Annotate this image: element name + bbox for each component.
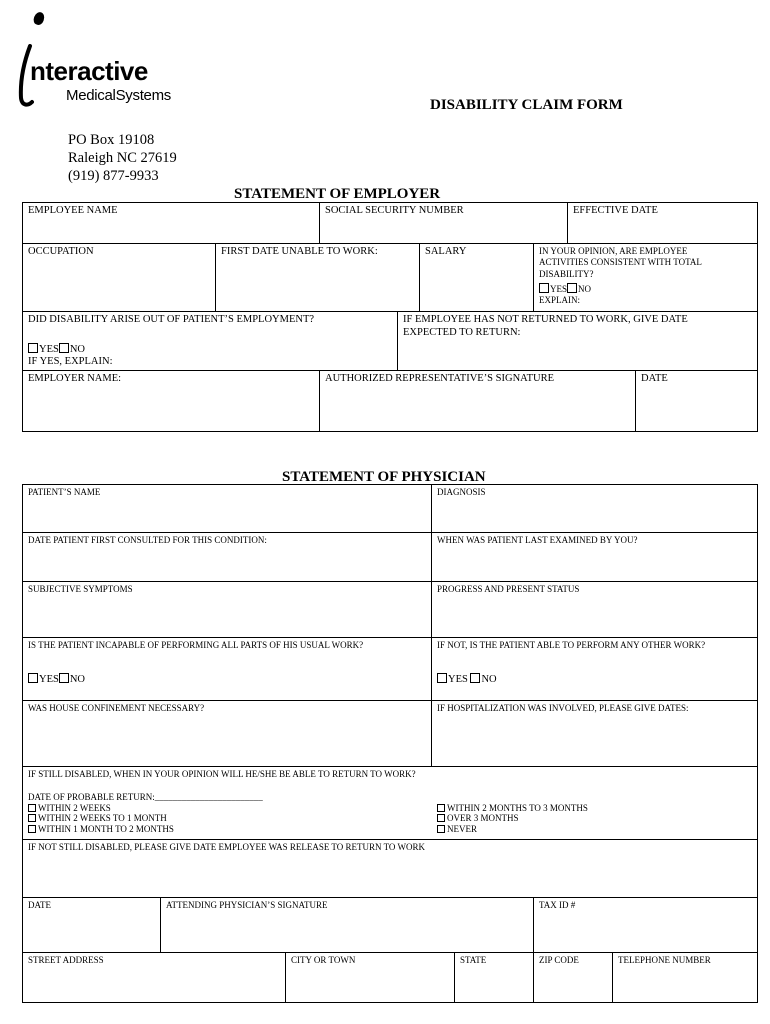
activities-consistent-field[interactable] — [533, 243, 758, 312]
employer-section-title: STATEMENT OF EMPLOYER — [234, 186, 441, 202]
no-label: NO — [578, 283, 592, 294]
opinion-label-1: IN YOUR OPINION, ARE EMPLOYEE — [539, 246, 688, 256]
2-to-3-months-label: WITHIN 2 MONTHS TO 3 MONTHS — [447, 802, 588, 813]
option-1-to-2-months[interactable] — [28, 824, 437, 835]
release-date-label: IF NOT STILL DISABLED, PLEASE GIVE DATE EMPLOYEE WAS RELEASE TO RETURN TO WORK — [28, 842, 426, 852]
hospitalization-label: IF HOSPITALIZATION WAS INVOLVED, PLEASE GIVE DATES: — [437, 703, 689, 713]
state-label: STATE — [460, 955, 487, 965]
street-address-field[interactable] — [22, 952, 286, 1003]
arise-label: DID DISABILITY ARISE OUT OF PATIENT’S EMPLOYMENT? — [28, 314, 315, 325]
other-work-yes-checkbox[interactable] — [437, 673, 447, 683]
never-checkbox[interactable] — [437, 825, 445, 833]
street-address-label: STREET ADDRESS — [28, 955, 104, 965]
yes-checkbox[interactable] — [539, 283, 549, 293]
arise-from-employment-field[interactable] — [22, 311, 398, 371]
within-2-weeks-checkbox[interactable] — [28, 804, 36, 812]
address-line-2: Raleigh NC 27619 — [68, 150, 177, 166]
physician-date-field[interactable] — [22, 897, 161, 953]
explain-label: EXPLAIN: — [539, 295, 580, 305]
city-label: CITY OR TOWN — [291, 955, 356, 965]
symptoms-field[interactable] — [22, 581, 432, 638]
progress-field[interactable] — [431, 581, 758, 638]
yes-label: YES — [550, 283, 568, 294]
zip-field[interactable] — [533, 952, 613, 1003]
option-2-to-3-months[interactable] — [437, 803, 588, 814]
ssn-field[interactable] — [319, 202, 568, 244]
first-consulted-field[interactable] — [22, 532, 432, 582]
incapable-yes-label: YES — [39, 673, 59, 685]
employee-name-field[interactable] — [22, 202, 320, 244]
arise-no-label: NO — [69, 343, 86, 355]
house-confinement-field[interactable] — [22, 700, 432, 767]
first-consulted-label: DATE PATIENT FIRST CONSULTED FOR THIS CONDITION: — [28, 535, 267, 545]
zip-label: ZIP CODE — [539, 955, 579, 965]
salary-field[interactable] — [419, 243, 534, 312]
other-work-field[interactable] — [431, 637, 758, 701]
incapable-field[interactable] — [22, 637, 432, 701]
patient-name-field[interactable] — [22, 484, 432, 533]
2-weeks-to-1-month-label: WITHIN 2 WEEKS TO 1 MONTH — [38, 813, 167, 824]
option-never[interactable] — [437, 824, 588, 835]
salary-label: SALARY — [425, 246, 467, 257]
physician-section-title: STATEMENT OF PHYSICIAN — [282, 469, 486, 485]
option-2-weeks-to-1-month[interactable] — [28, 813, 437, 824]
hospitalization-field[interactable] — [431, 700, 758, 767]
first-date-unable-label: FIRST DATE UNABLE TO WORK: — [221, 246, 378, 257]
patient-name-label: PATIENT’S NAME — [28, 487, 101, 497]
employer-name-label: EMPLOYER NAME: — [28, 373, 122, 384]
attending-signature-field[interactable] — [160, 897, 534, 953]
employer-date-field[interactable] — [635, 370, 758, 432]
effective-date-field[interactable] — [567, 202, 758, 244]
2-weeks-to-1-month-checkbox[interactable] — [28, 814, 36, 822]
form-title: DISABILITY CLAIM FORM — [430, 97, 623, 113]
arise-yes-checkbox[interactable] — [28, 343, 38, 353]
ssn-label: SOCIAL SECURITY NUMBER — [325, 205, 464, 216]
not-returned-label-1: IF EMPLOYEE HAS NOT RETURNED TO WORK, GIVE DATE — [403, 314, 688, 325]
logo-dot — [32, 11, 46, 27]
symptoms-label: SUBJECTIVE SYMPTOMS — [28, 584, 133, 594]
address-line-3: (919) 877-9933 — [68, 168, 159, 184]
telephone-field[interactable] — [612, 952, 758, 1003]
authorized-signature-field[interactable] — [319, 370, 636, 432]
opinion-label-3: DISABILITY? — [539, 268, 594, 279]
incapable-label: IS THE PATIENT INCAPABLE OF PERFORMING ALL PARTS OF HIS USUAL WORK? — [28, 640, 364, 650]
last-examined-label: WHEN WAS PATIENT LAST EXAMINED BY YOU? — [437, 535, 638, 545]
not-returned-label-2: EXPECTED TO RETURN: — [403, 326, 521, 338]
opinion-label-2: ACTIVITIES CONSISTENT WITH TOTAL — [539, 257, 702, 268]
occupation-label: OCCUPATION — [28, 246, 94, 257]
logo-subtext: MedicalSystems — [66, 87, 171, 104]
employer-name-field[interactable] — [22, 370, 320, 432]
1-to-2-months-label: WITHIN 1 MONTH TO 2 MONTHS — [38, 824, 174, 835]
occupation-field[interactable] — [22, 243, 216, 312]
still-disabled-label: IF STILL DISABLED, WHEN IN YOUR OPINION WILL HE/SHE BE ABLE TO RETURN TO WORK? — [28, 769, 416, 779]
attending-signature-label: ATTENDING PHYSICIAN’S SIGNATURE — [166, 900, 328, 910]
option-within-2-weeks[interactable] — [28, 803, 437, 814]
physician-date-label: DATE — [28, 900, 51, 910]
within-2-weeks-label: WITHIN 2 WEEKS — [38, 802, 111, 813]
never-label: NEVER — [447, 824, 477, 835]
1-to-2-months-checkbox[interactable] — [28, 825, 36, 833]
progress-label: PROGRESS AND PRESENT STATUS — [437, 584, 580, 594]
state-field[interactable] — [454, 952, 534, 1003]
arise-no-checkbox[interactable] — [59, 343, 69, 353]
incapable-no-label: NO — [69, 673, 86, 685]
release-date-field[interactable] — [22, 839, 758, 898]
expected-return-field[interactable] — [397, 311, 758, 371]
diagnosis-field[interactable] — [431, 484, 758, 533]
authorized-signature-label: AUTHORIZED REPRESENTATIVE’S SIGNATURE — [325, 373, 554, 384]
over-3-months-checkbox[interactable] — [437, 814, 445, 822]
option-over-3-months[interactable] — [437, 813, 588, 824]
address-line-1: PO Box 19108 — [68, 132, 155, 148]
tax-id-label: TAX ID # — [539, 900, 576, 910]
last-examined-field[interactable] — [431, 532, 758, 582]
first-date-unable-field[interactable] — [215, 243, 420, 312]
city-field[interactable] — [285, 952, 455, 1003]
incapable-yes-checkbox[interactable] — [28, 673, 38, 683]
no-checkbox[interactable] — [567, 283, 577, 293]
incapable-no-checkbox[interactable] — [59, 673, 69, 683]
still-disabled-field[interactable] — [22, 766, 758, 840]
tax-id-field[interactable] — [533, 897, 758, 953]
over-3-months-label: OVER 3 MONTHS — [447, 813, 519, 824]
house-confinement-label: WAS HOUSE CONFINEMENT NECESSARY? — [28, 703, 205, 713]
arise-yes-label: YES — [39, 343, 59, 355]
diagnosis-label: DIAGNOSIS — [437, 487, 486, 497]
probable-return-label: DATE OF PROBABLE RETURN:________________________ — [28, 791, 263, 802]
logo-text: nteractive — [30, 56, 148, 86]
employee-name-label: EMPLOYEE NAME — [28, 205, 118, 216]
if-yes-explain-label: IF YES, EXPLAIN: — [28, 356, 113, 368]
effective-date-label: EFFECTIVE DATE — [573, 205, 658, 216]
telephone-label: TELEPHONE NUMBER — [618, 955, 711, 965]
other-work-yes-label: YES — [448, 673, 471, 685]
other-work-label: IF NOT, IS THE PATIENT ABLE TO PERFORM ANY OTHER WORK? — [437, 640, 706, 650]
employer-date-label: DATE — [641, 373, 668, 384]
other-work-no-checkbox[interactable] — [470, 673, 480, 683]
2-to-3-months-checkbox[interactable] — [437, 804, 445, 812]
other-work-no-label: NO — [481, 673, 497, 685]
